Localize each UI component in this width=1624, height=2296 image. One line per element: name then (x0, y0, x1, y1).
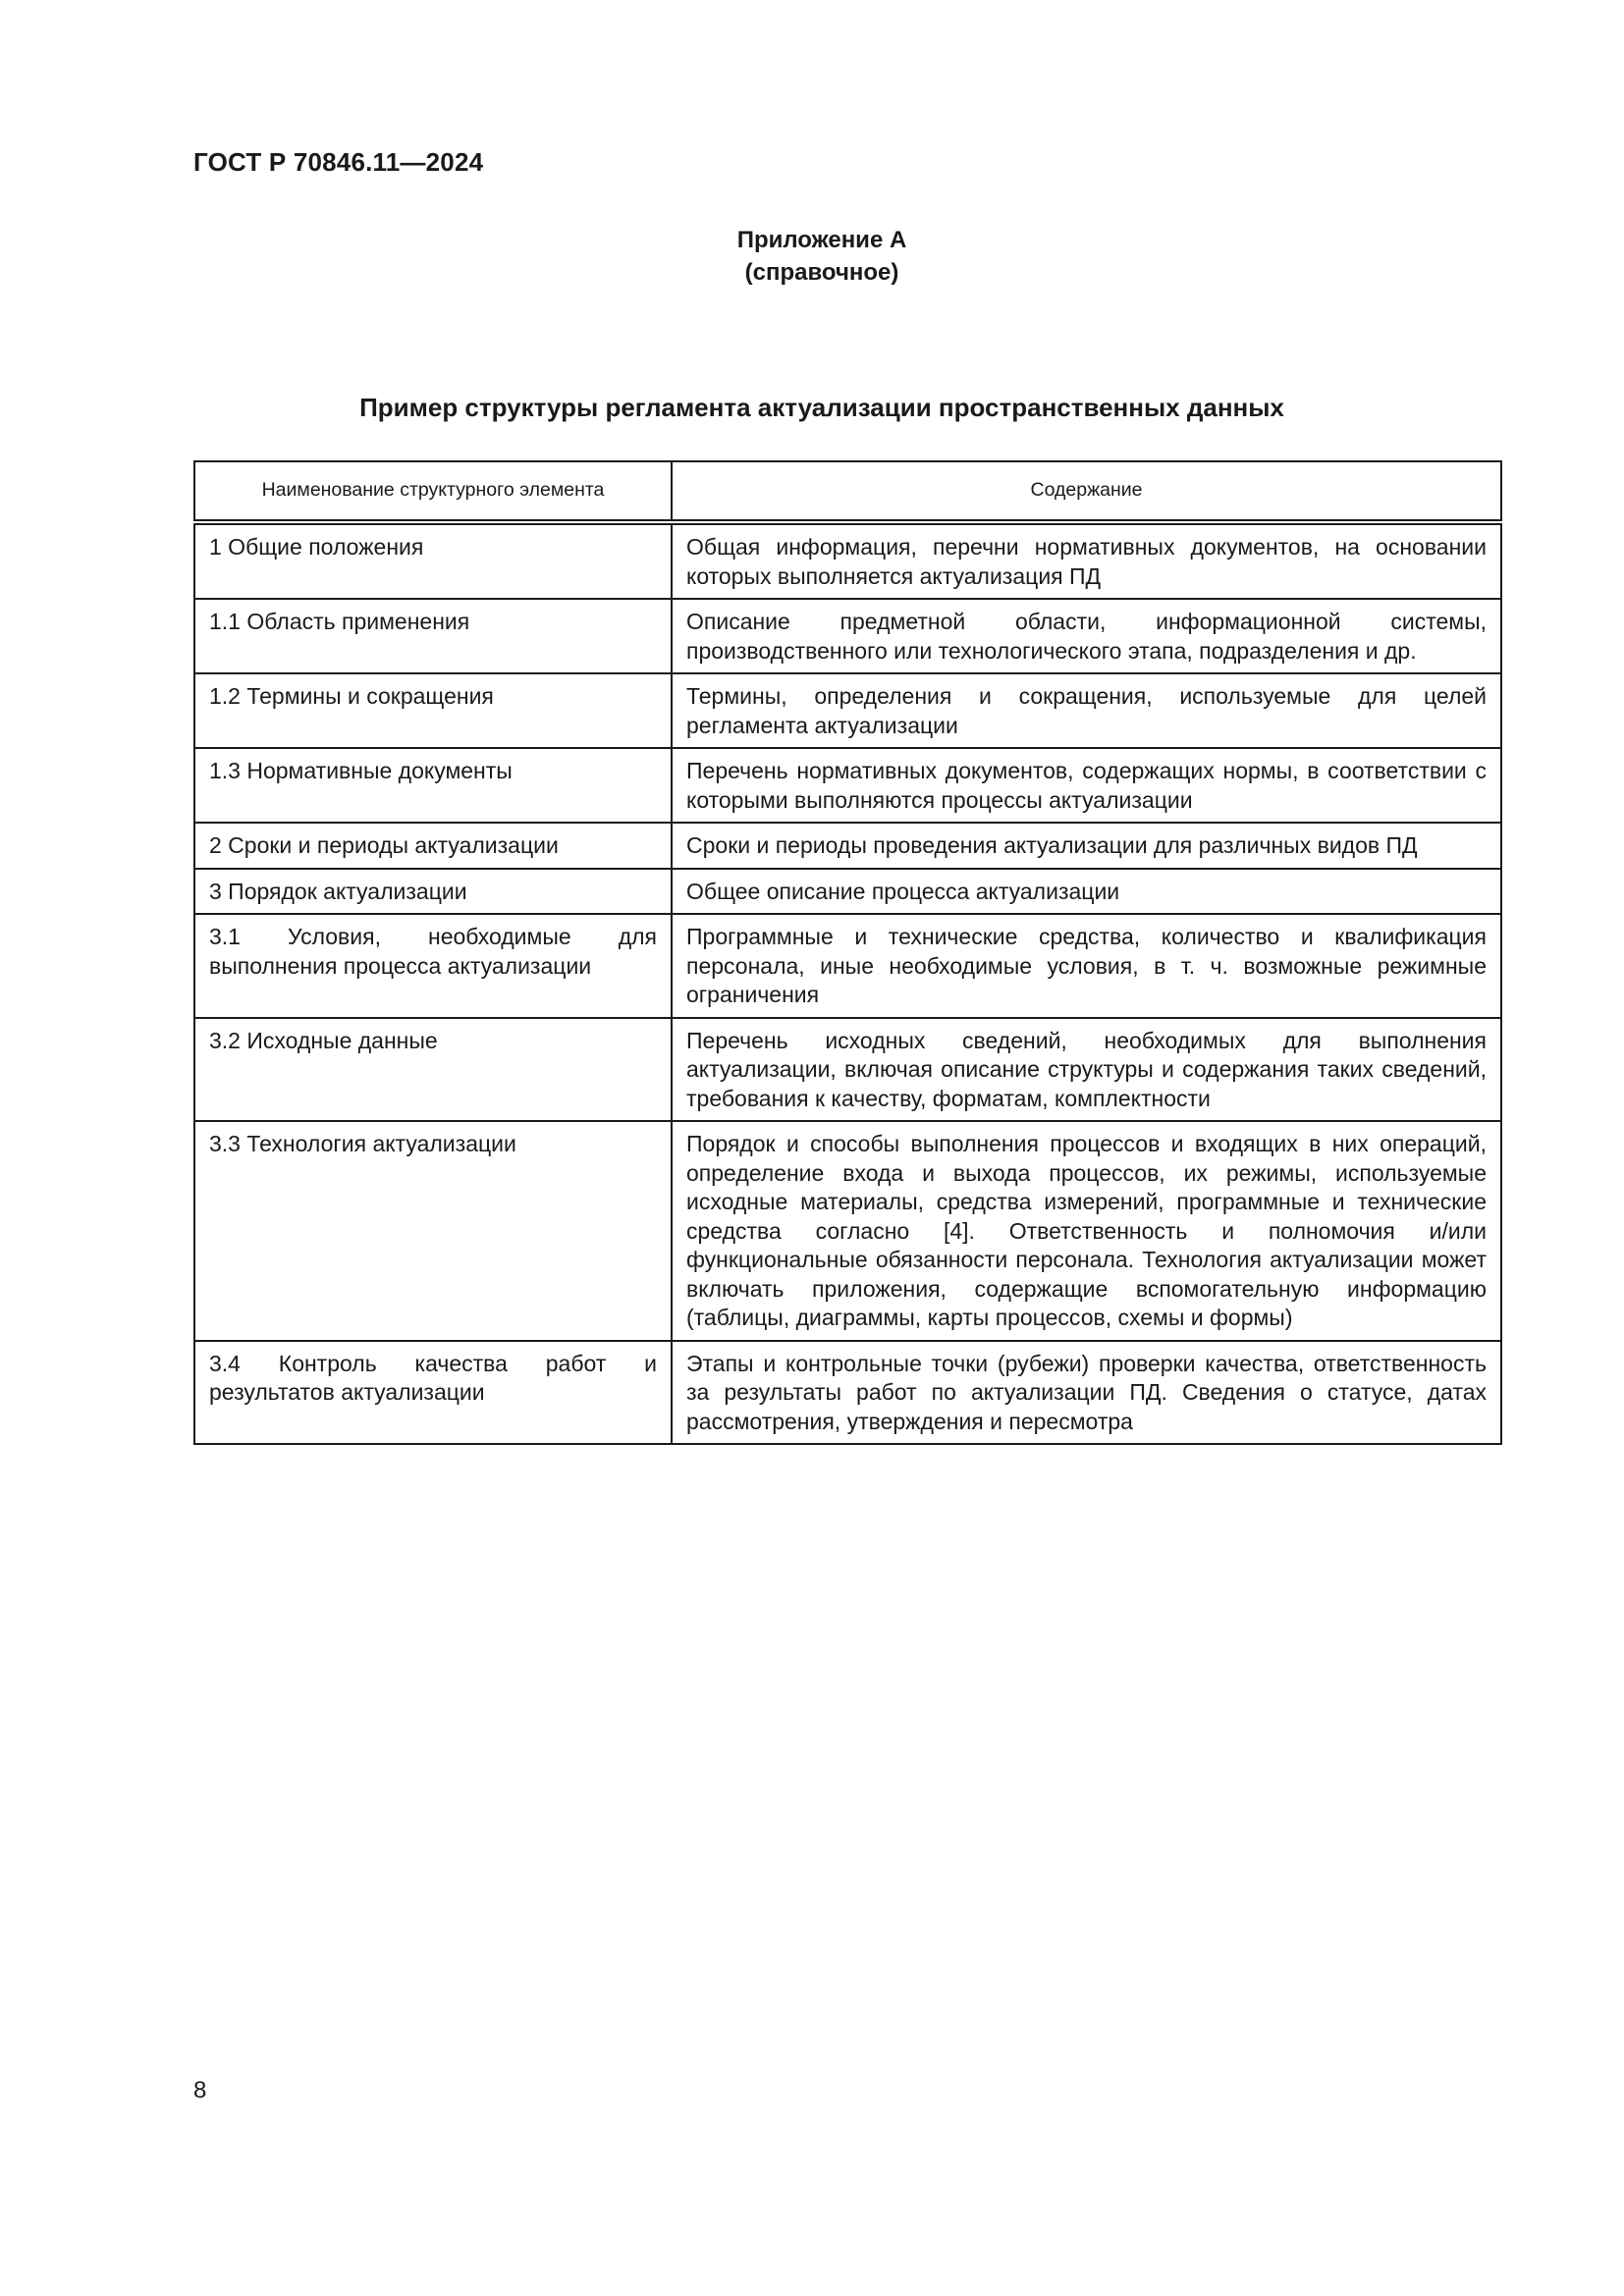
structure-element-name: 3.3 Технология актуализации (194, 1121, 672, 1341)
column-header-content: Содержание (672, 461, 1501, 522)
structure-element-content: Сроки и периоды проведения актуализации для различных видов ПД (672, 823, 1501, 869)
table-row (194, 869, 1501, 915)
structure-element-content: Общая информация, перечни нормативных документов, на основании которых выполняется актуализация ПД (672, 522, 1501, 599)
column-header-name: Наименование структурного элемента (194, 461, 672, 522)
appendix-type: (справочное) (744, 259, 899, 286)
structure-element-name: 1.3 Нормативные документы (194, 748, 672, 823)
structure-element-content: Термины, определения и сокращения, используемые для целей регламента актуализации (672, 673, 1501, 748)
regulation-structure-table (193, 460, 1502, 1445)
structure-element-name: 1 Общие положения (194, 522, 672, 599)
structure-element-content: Перечень нормативных документов, содержащих нормы, в соответствии с которыми выполняются процессы актуализации (672, 748, 1501, 823)
table-row (194, 1018, 1501, 1122)
structure-element-name: 3.1 Условия, необходимые для выполнения процесса актуализации (194, 914, 672, 1018)
structure-element-content: Перечень исходных сведений, необходимых для выполнения актуализации, включая описание структуры и содержания таких сведений, требования к качеству, форматам, комплектности (672, 1018, 1501, 1122)
structure-element-content: Порядок и способы выполнения процессов и входящих в них операций, определение входа и выхода процессов, их режимы, используемые исходные материалы, средства измерений, программные и технические средства согласно [4]. Ответственность и полномочия и/или функциональные обязанности персонала. Технология актуализации может включать приложения, содержащие вспомогательную информацию (таблицы, диаграммы, карты процессов, схемы и формы) (672, 1121, 1501, 1341)
table-row (194, 673, 1501, 748)
document-code: ГОСТ Р 70846.11—2024 (193, 147, 484, 177)
page-number: 8 (193, 2077, 207, 2104)
table-row (194, 1121, 1501, 1341)
table-row (194, 914, 1501, 1018)
structure-element-content: Описание предметной области, информационной системы, производственного или технологического этапа, подразделения и др. (672, 599, 1501, 673)
structure-element-name: 3 Порядок актуализации (194, 869, 672, 915)
structure-element-name: 3.2 Исходные данные (194, 1018, 672, 1122)
structure-element-name: 2 Сроки и периоды актуализации (194, 823, 672, 869)
appendix-heading (0, 224, 1624, 289)
table-row (194, 748, 1501, 823)
table-row (194, 1341, 1501, 1445)
structure-element-name: 3.4 Контроль качества работ и результатов актуализации (194, 1341, 672, 1445)
table-row (194, 823, 1501, 869)
structure-element-content: Этапы и контрольные точки (рубежи) проверки качества, ответственность за результаты работ по актуализации ПД. Сведения о статусе, датах рассмотрения, утверждения и пересмотра (672, 1341, 1501, 1445)
structure-element-name: 1.2 Термины и сокращения (194, 673, 672, 748)
table-row (194, 599, 1501, 673)
appendix-title: Приложение А (736, 227, 907, 253)
structure-element-content: Программные и технические средства, количество и квалификация персонала, иные необходимые условия, в т. ч. возможные режимные ограничения (672, 914, 1501, 1018)
structure-element-content: Общее описание процесса актуализации (672, 869, 1501, 915)
structure-element-name: 1.1 Область применения (194, 599, 672, 673)
table-header-row (194, 461, 1501, 522)
table-title: Пример структуры регламента актуализации пространственных данных (359, 393, 1284, 422)
table-row (194, 522, 1501, 599)
